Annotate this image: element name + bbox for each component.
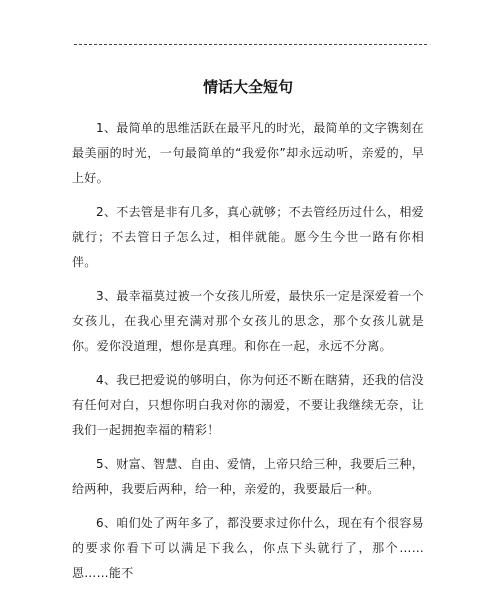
paragraph-3: 3、最幸福莫过被一个女孩儿所爱，最快乐一定是深爱着一个女孩儿，在我心里充满对那个女孩儿的思念，那个女孩儿就是你。爱你没道理，想你是真理。和你在一起，永远不分离。	[72, 289, 424, 353]
header-dashed-rule	[74, 44, 427, 45]
paragraph-2: 2、不去管是非有几多，真心就够；不去管经历过什么，相爱就行；不去管日子怎么过，相伴就能。愿今生今世一路有你相伴。	[72, 205, 424, 269]
paragraph-4: 4、我已把爱说的够明白，你为何还不断在瞎猜，还我的信没有任何对白，只想你明白我对你的溺爱，不要让我继续无奈，让我们一起拥抱幸福的精彩！	[72, 373, 424, 437]
paragraph-6: 6、咱们处了两年多了，都没要求过你什么，现在有个很容易的要求你看下可以满足下我么，你点下头就行了，那个……恩……能不	[72, 516, 424, 580]
document-body	[72, 116, 424, 595]
document-title: 情话大全短句	[202, 78, 293, 96]
paragraph-1: 1、最简单的思维活跃在最平凡的时光，最简单的文字镌刻在最美丽的时光，一句最简单的“我爱你”却永远动听，亲爱的，早上好。	[72, 121, 424, 185]
paragraph-5: 5、财富、智慧、自由、爱情，上帝只给三种，我要后三种，给两种，我要后两种，给一种，亲爱的，我要最后一种。	[72, 457, 424, 496]
